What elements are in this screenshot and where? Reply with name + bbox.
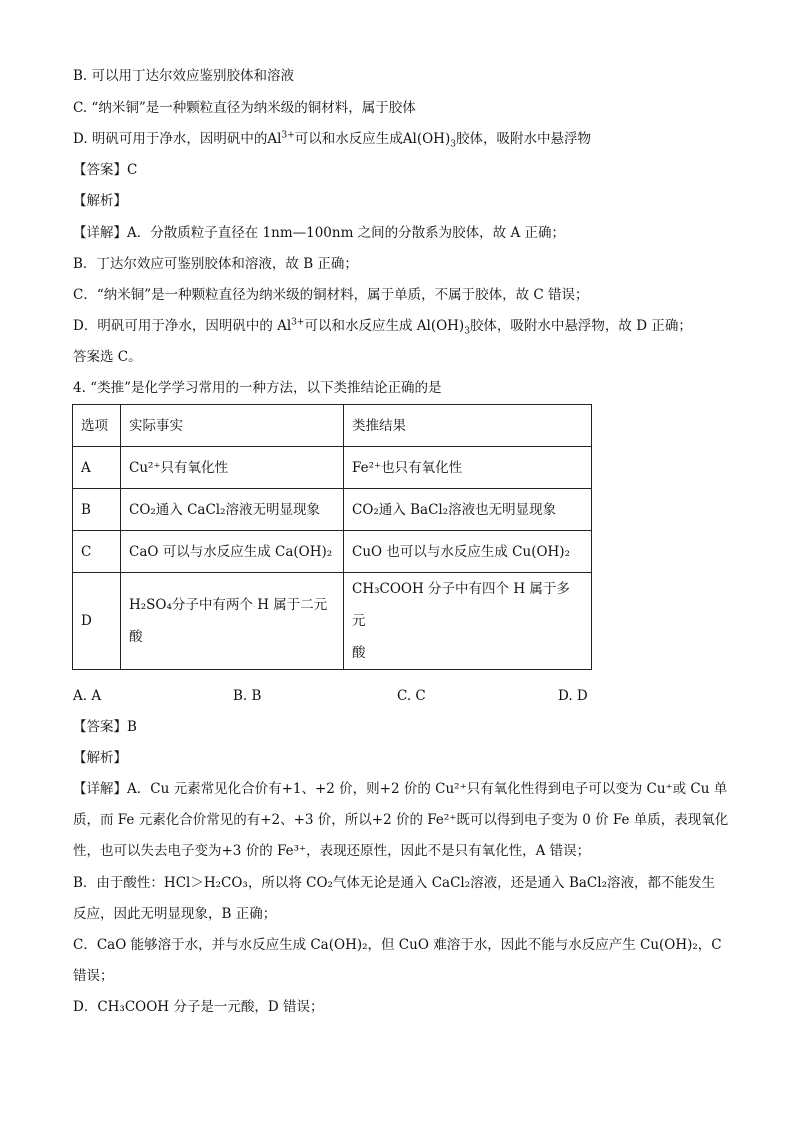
table-cell: CO₂通入 CaCl₂溶液无明显现象 bbox=[121, 489, 344, 531]
q4-detail-a-line3: 性，也可以失去电子变为+3 价的 Fe³⁺，表现还原性，因此不是只有氧化性，A 错误； bbox=[73, 843, 591, 859]
answer-line bbox=[73, 160, 137, 180]
analysis-tag: 【解析】 bbox=[73, 193, 127, 209]
q4-detail-a-line2: 质，而 Fe 元素化合价常见的有+2、+3 价，所以+2 价的 Fe²⁺既可以得到电子变为 0 价 Fe 单质，表现氧化 bbox=[73, 812, 729, 828]
table-cell: CaO 可以与水反应生成 Ca(OH)₂ bbox=[121, 531, 344, 573]
table-row bbox=[73, 573, 592, 670]
table-cell: C bbox=[73, 531, 121, 573]
q4-analysis-tag: 【解析】 bbox=[73, 750, 127, 766]
table-cell: B bbox=[73, 489, 121, 531]
table-cell: Cu²⁺只有氧化性 bbox=[121, 447, 344, 489]
q4-detail-a-line1: 【详解】A．Cu 元素常见化合价有+1、+2 价，则+2 价的 Cu²⁺只有氧化性得到电子可以变为 Cu⁺或 Cu 单 bbox=[73, 781, 728, 797]
analogy-table bbox=[72, 404, 592, 670]
answer-value: C bbox=[127, 162, 138, 178]
option-b-text: B. 可以用丁达尔效应鉴别胶体和溶液 bbox=[73, 68, 295, 84]
option-d-text: D. 明矾可用于净水，因明矾中的$Al^{3+}$可以和水反应生成$Al(OH)_3$胶体，吸附水中悬浮物 bbox=[73, 130, 591, 150]
answer-value: B bbox=[127, 719, 137, 735]
table-row bbox=[73, 531, 592, 573]
conclusion-line: 答案选 C。 bbox=[73, 349, 142, 365]
table-cell: Fe²⁺也只有氧化性 bbox=[344, 447, 592, 489]
table-cell: CO₂通入 BaCl₂溶液也无明显现象 bbox=[344, 489, 592, 531]
table-row bbox=[73, 489, 592, 531]
table-cell: H₂SO₄分子中有两个 H 属于二元 酸 bbox=[121, 573, 344, 670]
table-header-cell: 选项 bbox=[73, 405, 121, 447]
choice-c: C. C bbox=[397, 688, 426, 704]
detail-d-line: D．明矾可用于净水，因明矾中的 $Al^{3+}$可以和水反应生成 $Al(OH)_3$胶体，吸附水中悬浮物，故 D 正确； bbox=[73, 317, 692, 337]
answer-tag: 【答案】 bbox=[73, 162, 127, 178]
question-4-stem: 4. “类推”是化学学习常用的一种方法，以下类推结论正确的是 bbox=[73, 380, 442, 396]
table-header-cell: 实际事实 bbox=[121, 405, 344, 447]
choice-b: B. B bbox=[233, 688, 262, 704]
q4-detail-b-line2: 反应，因此无明显现象，B 正确； bbox=[73, 906, 277, 922]
choice-a: A. A bbox=[73, 688, 102, 704]
q4-detail-c-line2: 错误； bbox=[73, 968, 114, 984]
table-cell: CH₃COOH 分子中有四个 H 属于多元 酸 bbox=[344, 573, 592, 670]
option-c-text: C. “纳米铜”是一种颗粒直径为纳米级的铜材料，属于胶体 bbox=[73, 100, 416, 116]
detail-a-line: 【详解】A．分散质粒子直径在 1nm—100nm 之间的分散系为胶体，故 A 正确； bbox=[73, 225, 566, 241]
table-header-row bbox=[73, 405, 592, 447]
q4-detail-d-line: D．CH₃COOH 分子是一元酸，D 错误； bbox=[73, 999, 324, 1015]
table-cell: A bbox=[73, 447, 121, 489]
answer-tag: 【答案】 bbox=[73, 719, 127, 735]
q4-answer-line bbox=[73, 717, 137, 737]
detail-tag: 【详解】 bbox=[73, 781, 127, 797]
q4-detail-c-line1: C．CaO 能够溶于水，并与水反应生成 Ca(OH)₂，但 CuO 难溶于水，因此不能与水反应产生 Cu(OH)₂，C bbox=[73, 937, 722, 953]
table-row bbox=[73, 447, 592, 489]
table-header-cell: 类推结果 bbox=[344, 405, 592, 447]
detail-c-line: C．“纳米铜”是一种颗粒直径为纳米级的铜材料，属于单质，不属于胶体，故 C 错误； bbox=[73, 287, 589, 303]
detail-tag: 【详解】 bbox=[73, 225, 127, 241]
q4-detail-b-line1: B．由于酸性：HCl＞H₂CO₃，所以将 CO₂气体无论是通入 CaCl₂溶液，还是通入 BaCl₂溶液，都不能发生 bbox=[73, 875, 715, 891]
choice-d: D. D bbox=[558, 688, 588, 704]
detail-b-line: B．丁达尔效应可鉴别胶体和溶液，故 B 正确； bbox=[73, 256, 358, 272]
table-cell: CuO 也可以与水反应生成 Cu(OH)₂ bbox=[344, 531, 592, 573]
table-cell: D bbox=[73, 573, 121, 670]
